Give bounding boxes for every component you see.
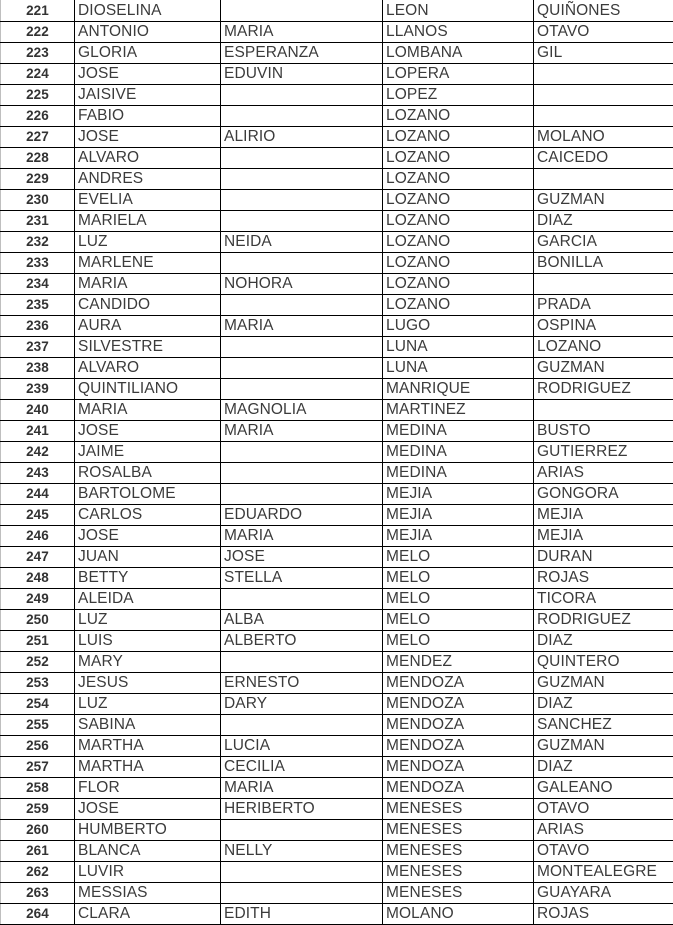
table-row bbox=[1, 757, 673, 778]
first-name-cell[interactable]: AURA bbox=[75, 316, 221, 337]
first-name-cell[interactable]: ALVARO bbox=[75, 148, 221, 169]
first-name-cell[interactable]: CLARA bbox=[75, 904, 221, 925]
first-name-cell[interactable]: MARIA bbox=[75, 274, 221, 295]
second-surname-cell[interactable]: OTAVO bbox=[534, 22, 673, 43]
second-surname-cell[interactable] bbox=[534, 85, 673, 106]
middle-name-cell[interactable] bbox=[221, 106, 383, 127]
first-name-cell[interactable]: CARLOS bbox=[75, 505, 221, 526]
first-name-cell[interactable]: LUIS bbox=[75, 631, 221, 652]
middle-name-cell[interactable]: NELLY bbox=[221, 841, 383, 862]
first-surname-cell[interactable]: MENESES bbox=[383, 799, 534, 820]
row-number-cell[interactable]: 260 bbox=[1, 820, 75, 841]
second-surname-cell[interactable]: LOZANO bbox=[534, 337, 673, 358]
first-surname-cell[interactable]: LEON bbox=[383, 0, 534, 22]
row-number-cell[interactable]: 253 bbox=[1, 673, 75, 694]
row-number-cell[interactable]: 251 bbox=[1, 631, 75, 652]
first-surname-cell[interactable]: MELO bbox=[383, 589, 534, 610]
first-name-cell[interactable]: JOSE bbox=[75, 526, 221, 547]
middle-name-cell[interactable]: MARIA bbox=[221, 421, 383, 442]
table-row bbox=[1, 148, 673, 169]
second-surname-cell[interactable]: ARIAS bbox=[534, 820, 673, 841]
table-row bbox=[1, 904, 673, 925]
first-name-cell[interactable]: MARIA bbox=[75, 400, 221, 421]
first-surname-cell[interactable]: MEJIA bbox=[383, 505, 534, 526]
second-surname-cell[interactable]: GUZMAN bbox=[534, 673, 673, 694]
row-number-cell[interactable]: 235 bbox=[1, 295, 75, 316]
table-row bbox=[1, 169, 673, 190]
row-number-cell[interactable]: 224 bbox=[1, 64, 75, 85]
first-surname-cell[interactable]: MELO bbox=[383, 568, 534, 589]
first-surname-cell[interactable]: MELO bbox=[383, 547, 534, 568]
first-surname-cell[interactable]: MENDEZ bbox=[383, 652, 534, 673]
first-surname-cell[interactable]: MENESES bbox=[383, 841, 534, 862]
row-number-cell[interactable]: 234 bbox=[1, 274, 75, 295]
second-surname-cell[interactable]: CAICEDO bbox=[534, 148, 673, 169]
first-name-cell[interactable]: JOSE bbox=[75, 421, 221, 442]
first-name-cell[interactable]: FLOR bbox=[75, 778, 221, 799]
table-row bbox=[1, 484, 673, 505]
table-row bbox=[1, 526, 673, 547]
table-row bbox=[1, 22, 673, 43]
table-row bbox=[1, 862, 673, 883]
first-surname-cell[interactable]: MELO bbox=[383, 631, 534, 652]
first-surname-cell[interactable]: LOPERA bbox=[383, 64, 534, 85]
first-name-cell[interactable]: ANDRES bbox=[75, 169, 221, 190]
table-row bbox=[1, 0, 673, 22]
first-name-cell[interactable]: HUMBERTO bbox=[75, 820, 221, 841]
second-surname-cell[interactable]: MOLANO bbox=[534, 127, 673, 148]
row-number-cell[interactable]: 241 bbox=[1, 421, 75, 442]
table-row bbox=[1, 652, 673, 673]
table-row bbox=[1, 85, 673, 106]
table-row bbox=[1, 127, 673, 148]
middle-name-cell[interactable] bbox=[221, 169, 383, 190]
first-name-cell[interactable]: BARTOLOME bbox=[75, 484, 221, 505]
first-surname-cell[interactable]: LOZANO bbox=[383, 274, 534, 295]
row-number-cell[interactable]: 227 bbox=[1, 127, 75, 148]
table-row bbox=[1, 274, 673, 295]
second-surname-cell[interactable]: PRADA bbox=[534, 295, 673, 316]
second-surname-cell[interactable]: GALEANO bbox=[534, 778, 673, 799]
table-row bbox=[1, 547, 673, 568]
first-surname-cell[interactable]: LOZANO bbox=[383, 253, 534, 274]
row-number-cell[interactable]: 264 bbox=[1, 904, 75, 925]
first-surname-cell[interactable]: LOMBANA bbox=[383, 43, 534, 64]
first-name-cell[interactable]: JOSE bbox=[75, 127, 221, 148]
middle-name-cell[interactable] bbox=[221, 820, 383, 841]
second-surname-cell[interactable]: DIAZ bbox=[534, 694, 673, 715]
middle-name-cell[interactable] bbox=[221, 883, 383, 904]
names-table-body bbox=[1, 0, 673, 925]
first-name-cell[interactable]: DIOSELINA bbox=[75, 0, 221, 22]
middle-name-cell[interactable]: MARIA bbox=[221, 778, 383, 799]
first-surname-cell[interactable]: MENESES bbox=[383, 883, 534, 904]
second-surname-cell[interactable]: ARIAS bbox=[534, 463, 673, 484]
first-surname-cell[interactable]: MENDOZA bbox=[383, 736, 534, 757]
row-number-cell[interactable]: 238 bbox=[1, 358, 75, 379]
first-surname-cell[interactable]: LUGO bbox=[383, 316, 534, 337]
row-number-cell[interactable]: 236 bbox=[1, 316, 75, 337]
first-surname-cell[interactable]: LLANOS bbox=[383, 22, 534, 43]
first-name-cell[interactable]: LUZ bbox=[75, 610, 221, 631]
first-surname-cell[interactable]: LOZANO bbox=[383, 169, 534, 190]
table-row bbox=[1, 736, 673, 757]
row-number-cell[interactable]: 247 bbox=[1, 547, 75, 568]
middle-name-cell[interactable] bbox=[221, 148, 383, 169]
table-row bbox=[1, 442, 673, 463]
first-name-cell[interactable]: SILVESTRE bbox=[75, 337, 221, 358]
row-number-cell[interactable]: 256 bbox=[1, 736, 75, 757]
table-row bbox=[1, 883, 673, 904]
first-surname-cell[interactable]: MENESES bbox=[383, 862, 534, 883]
table-row bbox=[1, 211, 673, 232]
table-row bbox=[1, 589, 673, 610]
row-number-cell[interactable]: 249 bbox=[1, 589, 75, 610]
first-name-cell[interactable]: QUINTILIANO bbox=[75, 379, 221, 400]
second-surname-cell[interactable]: RODRIGUEZ bbox=[534, 379, 673, 400]
row-number-cell[interactable]: 245 bbox=[1, 505, 75, 526]
table-row bbox=[1, 421, 673, 442]
table-row bbox=[1, 43, 673, 64]
second-surname-cell[interactable] bbox=[534, 169, 673, 190]
table-row bbox=[1, 379, 673, 400]
middle-name-cell[interactable]: MAGNOLIA bbox=[221, 400, 383, 421]
first-name-cell[interactable]: MARIELA bbox=[75, 211, 221, 232]
first-name-cell[interactable]: EVELIA bbox=[75, 190, 221, 211]
second-surname-cell[interactable]: MEJIA bbox=[534, 526, 673, 547]
first-name-cell[interactable]: MARTHA bbox=[75, 736, 221, 757]
middle-name-cell[interactable]: EDUVIN bbox=[221, 64, 383, 85]
first-name-cell[interactable]: CANDIDO bbox=[75, 295, 221, 316]
table-row bbox=[1, 631, 673, 652]
first-surname-cell[interactable]: LOZANO bbox=[383, 232, 534, 253]
middle-name-cell[interactable]: MARIA bbox=[221, 526, 383, 547]
middle-name-cell[interactable] bbox=[221, 295, 383, 316]
table-row bbox=[1, 64, 673, 85]
row-number-cell[interactable]: 230 bbox=[1, 190, 75, 211]
middle-name-cell[interactable] bbox=[221, 85, 383, 106]
first-surname-cell[interactable]: MELO bbox=[383, 610, 534, 631]
first-surname-cell[interactable]: LOPEZ bbox=[383, 85, 534, 106]
first-name-cell[interactable]: ALVARO bbox=[75, 358, 221, 379]
middle-name-cell[interactable] bbox=[221, 442, 383, 463]
middle-name-cell[interactable] bbox=[221, 253, 383, 274]
middle-name-cell[interactable] bbox=[221, 358, 383, 379]
row-number-cell[interactable]: 240 bbox=[1, 400, 75, 421]
row-number-cell[interactable]: 222 bbox=[1, 22, 75, 43]
first-name-cell[interactable]: MARLENE bbox=[75, 253, 221, 274]
second-surname-cell[interactable]: RODRIGUEZ bbox=[534, 610, 673, 631]
first-surname-cell[interactable]: MENDOZA bbox=[383, 715, 534, 736]
first-surname-cell[interactable]: MARTINEZ bbox=[383, 400, 534, 421]
second-surname-cell[interactable]: DIAZ bbox=[534, 757, 673, 778]
second-surname-cell[interactable]: DIAZ bbox=[534, 631, 673, 652]
first-name-cell[interactable]: JAISIVE bbox=[75, 85, 221, 106]
row-number-cell[interactable]: 244 bbox=[1, 484, 75, 505]
table-row bbox=[1, 778, 673, 799]
middle-name-cell[interactable] bbox=[221, 484, 383, 505]
table-row bbox=[1, 610, 673, 631]
first-surname-cell[interactable]: MOLANO bbox=[383, 904, 534, 925]
second-surname-cell[interactable] bbox=[534, 274, 673, 295]
first-surname-cell[interactable]: MENDOZA bbox=[383, 673, 534, 694]
middle-name-cell[interactable]: NEIDA bbox=[221, 232, 383, 253]
second-surname-cell[interactable]: ROJAS bbox=[534, 904, 673, 925]
first-surname-cell[interactable]: MEJIA bbox=[383, 484, 534, 505]
row-number-cell[interactable]: 221 bbox=[1, 0, 75, 22]
row-number-cell[interactable]: 242 bbox=[1, 442, 75, 463]
middle-name-cell[interactable] bbox=[221, 589, 383, 610]
first-surname-cell[interactable]: LOZANO bbox=[383, 127, 534, 148]
table-row bbox=[1, 694, 673, 715]
first-surname-cell[interactable]: LOZANO bbox=[383, 190, 534, 211]
row-number-cell[interactable]: 239 bbox=[1, 379, 75, 400]
row-number-cell[interactable]: 231 bbox=[1, 211, 75, 232]
table-row bbox=[1, 841, 673, 862]
middle-name-cell[interactable] bbox=[221, 190, 383, 211]
middle-name-cell[interactable]: ESPERANZA bbox=[221, 43, 383, 64]
middle-name-cell[interactable]: NOHORA bbox=[221, 274, 383, 295]
middle-name-cell[interactable] bbox=[221, 337, 383, 358]
table-row bbox=[1, 505, 673, 526]
table-row bbox=[1, 799, 673, 820]
middle-name-cell[interactable] bbox=[221, 211, 383, 232]
middle-name-cell[interactable]: STELLA bbox=[221, 568, 383, 589]
row-number-cell[interactable]: 226 bbox=[1, 106, 75, 127]
first-name-cell[interactable]: JESUS bbox=[75, 673, 221, 694]
first-name-cell[interactable]: LUZ bbox=[75, 694, 221, 715]
row-number-cell[interactable]: 262 bbox=[1, 862, 75, 883]
row-number-cell[interactable]: 223 bbox=[1, 43, 75, 64]
second-surname-cell[interactable]: QUINTERO bbox=[534, 652, 673, 673]
row-number-cell[interactable]: 228 bbox=[1, 148, 75, 169]
second-surname-cell[interactable] bbox=[534, 64, 673, 85]
first-name-cell[interactable]: JOSE bbox=[75, 64, 221, 85]
first-name-cell[interactable]: ANTONIO bbox=[75, 22, 221, 43]
second-surname-cell[interactable]: GUZMAN bbox=[534, 358, 673, 379]
table-row bbox=[1, 715, 673, 736]
first-surname-cell[interactable]: MENDOZA bbox=[383, 694, 534, 715]
table-row bbox=[1, 673, 673, 694]
first-name-cell[interactable]: ROSALBA bbox=[75, 463, 221, 484]
second-surname-cell[interactable]: ROJAS bbox=[534, 568, 673, 589]
first-surname-cell[interactable]: MENDOZA bbox=[383, 778, 534, 799]
first-name-cell[interactable]: MARY bbox=[75, 652, 221, 673]
first-surname-cell[interactable]: LOZANO bbox=[383, 106, 534, 127]
first-surname-cell[interactable]: MENDOZA bbox=[383, 757, 534, 778]
middle-name-cell[interactable] bbox=[221, 463, 383, 484]
first-name-cell[interactable]: ALEIDA bbox=[75, 589, 221, 610]
row-number-cell[interactable]: 248 bbox=[1, 568, 75, 589]
first-name-cell[interactable]: JAIME bbox=[75, 442, 221, 463]
first-surname-cell[interactable]: MEDINA bbox=[383, 463, 534, 484]
row-number-cell[interactable]: 250 bbox=[1, 610, 75, 631]
row-number-cell[interactable]: 232 bbox=[1, 232, 75, 253]
row-number-cell[interactable]: 237 bbox=[1, 337, 75, 358]
middle-name-cell[interactable] bbox=[221, 862, 383, 883]
row-number-cell[interactable]: 246 bbox=[1, 526, 75, 547]
first-name-cell[interactable]: MARTHA bbox=[75, 757, 221, 778]
middle-name-cell[interactable]: DARY bbox=[221, 694, 383, 715]
second-surname-cell[interactable]: BUSTO bbox=[534, 421, 673, 442]
middle-name-cell[interactable] bbox=[221, 715, 383, 736]
row-number-cell[interactable]: 229 bbox=[1, 169, 75, 190]
second-surname-cell[interactable]: GUTIERREZ bbox=[534, 442, 673, 463]
second-surname-cell[interactable]: OTAVO bbox=[534, 799, 673, 820]
first-name-cell[interactable]: LUZ bbox=[75, 232, 221, 253]
middle-name-cell[interactable]: ALBA bbox=[221, 610, 383, 631]
row-number-cell[interactable]: 233 bbox=[1, 253, 75, 274]
second-surname-cell[interactable]: GUZMAN bbox=[534, 190, 673, 211]
first-surname-cell[interactable]: LOZANO bbox=[383, 295, 534, 316]
first-surname-cell[interactable]: MEJIA bbox=[383, 526, 534, 547]
first-surname-cell[interactable]: MENESES bbox=[383, 820, 534, 841]
row-number-cell[interactable]: 255 bbox=[1, 715, 75, 736]
first-name-cell[interactable]: BLANCA bbox=[75, 841, 221, 862]
second-surname-cell[interactable] bbox=[534, 106, 673, 127]
table-row bbox=[1, 568, 673, 589]
middle-name-cell[interactable]: JOSE bbox=[221, 547, 383, 568]
row-number-cell[interactable]: 261 bbox=[1, 841, 75, 862]
middle-name-cell[interactable]: MARIA bbox=[221, 316, 383, 337]
first-surname-cell[interactable]: LOZANO bbox=[383, 148, 534, 169]
first-surname-cell[interactable]: LUNA bbox=[383, 337, 534, 358]
row-number-cell[interactable]: 254 bbox=[1, 694, 75, 715]
first-name-cell[interactable]: MESSIAS bbox=[75, 883, 221, 904]
first-surname-cell[interactable]: LUNA bbox=[383, 358, 534, 379]
first-surname-cell[interactable]: MANRIQUE bbox=[383, 379, 534, 400]
row-number-cell[interactable]: 243 bbox=[1, 463, 75, 484]
first-name-cell[interactable]: FABIO bbox=[75, 106, 221, 127]
middle-name-cell[interactable]: ALBERTO bbox=[221, 631, 383, 652]
middle-name-cell[interactable] bbox=[221, 652, 383, 673]
first-name-cell[interactable]: LUVIR bbox=[75, 862, 221, 883]
first-name-cell[interactable]: GLORIA bbox=[75, 43, 221, 64]
table-row bbox=[1, 316, 673, 337]
row-number-cell[interactable]: 252 bbox=[1, 652, 75, 673]
second-surname-cell[interactable]: GUZMAN bbox=[534, 736, 673, 757]
second-surname-cell[interactable]: SANCHEZ bbox=[534, 715, 673, 736]
middle-name-cell[interactable]: ERNESTO bbox=[221, 673, 383, 694]
table-row bbox=[1, 358, 673, 379]
second-surname-cell[interactable] bbox=[534, 400, 673, 421]
second-surname-cell[interactable]: QUIÑONES bbox=[534, 0, 673, 22]
first-name-cell[interactable]: JOSE bbox=[75, 799, 221, 820]
row-number-cell[interactable]: 258 bbox=[1, 778, 75, 799]
middle-name-cell[interactable]: ALIRIO bbox=[221, 127, 383, 148]
table-row bbox=[1, 400, 673, 421]
first-name-cell[interactable]: SABINA bbox=[75, 715, 221, 736]
table-row bbox=[1, 820, 673, 841]
row-number-cell[interactable]: 257 bbox=[1, 757, 75, 778]
middle-name-cell[interactable] bbox=[221, 0, 383, 22]
first-name-cell[interactable]: BETTY bbox=[75, 568, 221, 589]
table-row bbox=[1, 463, 673, 484]
middle-name-cell[interactable]: MARIA bbox=[221, 22, 383, 43]
middle-name-cell[interactable]: LUCIA bbox=[221, 736, 383, 757]
middle-name-cell[interactable]: CECILIA bbox=[221, 757, 383, 778]
row-number-cell[interactable]: 259 bbox=[1, 799, 75, 820]
second-surname-cell[interactable]: TICORA bbox=[534, 589, 673, 610]
table-row bbox=[1, 337, 673, 358]
first-surname-cell[interactable]: MEDINA bbox=[383, 442, 534, 463]
second-surname-cell[interactable]: MONTEALEGRE bbox=[534, 862, 673, 883]
middle-name-cell[interactable]: HERIBERTO bbox=[221, 799, 383, 820]
second-surname-cell[interactable]: DIAZ bbox=[534, 211, 673, 232]
table-row bbox=[1, 232, 673, 253]
first-surname-cell[interactable]: LOZANO bbox=[383, 211, 534, 232]
second-surname-cell[interactable]: GUAYARA bbox=[534, 883, 673, 904]
table-row bbox=[1, 190, 673, 211]
second-surname-cell[interactable]: MEJIA bbox=[534, 505, 673, 526]
first-name-cell[interactable]: JUAN bbox=[75, 547, 221, 568]
table-row bbox=[1, 253, 673, 274]
row-number-cell[interactable]: 225 bbox=[1, 85, 75, 106]
row-number-cell[interactable]: 263 bbox=[1, 883, 75, 904]
second-surname-cell[interactable]: GONGORA bbox=[534, 484, 673, 505]
middle-name-cell[interactable] bbox=[221, 379, 383, 400]
second-surname-cell[interactable]: GIL bbox=[534, 43, 673, 64]
middle-name-cell[interactable]: EDITH bbox=[221, 904, 383, 925]
second-surname-cell[interactable]: GARCIA bbox=[534, 232, 673, 253]
second-surname-cell[interactable]: OTAVO bbox=[534, 841, 673, 862]
middle-name-cell[interactable]: EDUARDO bbox=[221, 505, 383, 526]
table-row bbox=[1, 106, 673, 127]
second-surname-cell[interactable]: DURAN bbox=[534, 547, 673, 568]
second-surname-cell[interactable]: OSPINA bbox=[534, 316, 673, 337]
table-row bbox=[1, 295, 673, 316]
first-surname-cell[interactable]: MEDINA bbox=[383, 421, 534, 442]
second-surname-cell[interactable]: BONILLA bbox=[534, 253, 673, 274]
